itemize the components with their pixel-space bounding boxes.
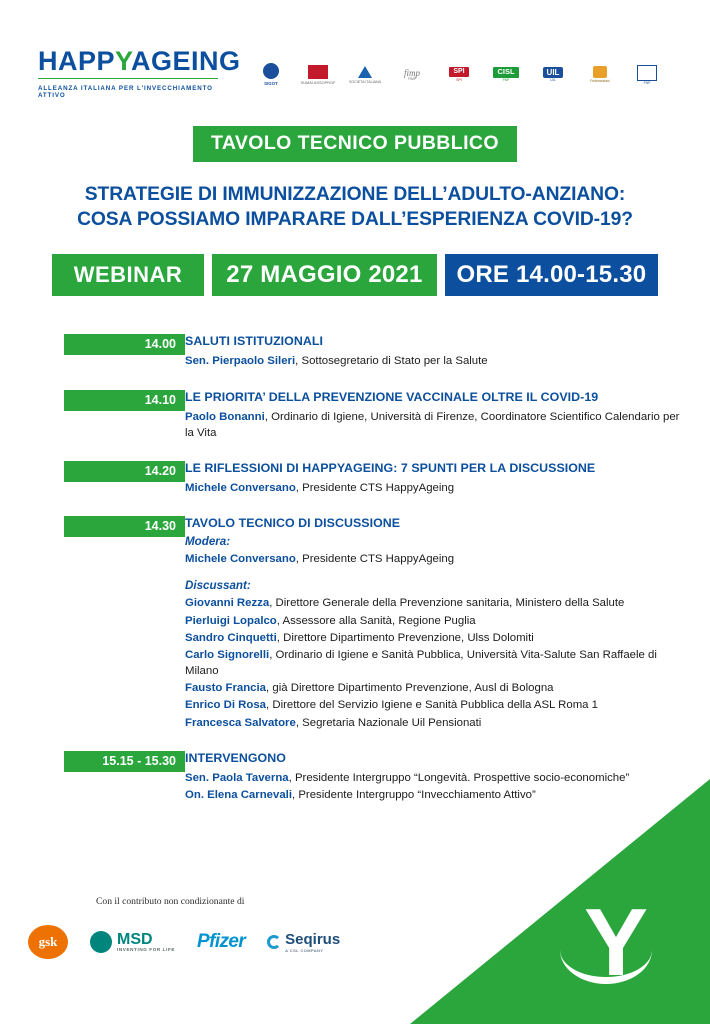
msd-mark-icon [90,931,112,953]
logo-text-part1: HAPP [38,46,116,76]
partner-logos [252,58,666,92]
agenda-row [0,390,710,442]
fnp-label: FNP [643,80,651,85]
msd-logo [90,925,175,959]
fimp-mark-icon: fimp [403,67,420,78]
agenda-item-title: LE RIFLESSIONI DI HAPPYAGEING: 7 SPUNTI PER LA DISCUSSIONE [185,460,596,475]
cgil-label: SPI [456,78,462,83]
agenda-body [185,461,710,497]
logo-text-y: Y [115,46,132,76]
sigot-logo [252,58,290,92]
agenda-time-col [0,516,185,732]
person-role: , Presidente Intergruppo “Longevità. Prospettive socio-economiche” [288,771,630,784]
page-title [44,183,666,232]
person-name: Paolo Bonanni [185,410,265,423]
logo-subtitle: ALLEANZA ITALIANA PER L'INVECCHIAMENTO ATTIVO [38,85,213,99]
agenda-time-chip: 14.10 [64,390,185,411]
corner-mark-y: Y [583,889,648,997]
cisl-label: FNP [502,77,510,82]
agenda-body [185,516,710,732]
cisl-pensionati-logo [487,58,525,92]
sponsor-note: Con il contributo non condizionante di [96,896,245,907]
fimp-logo [393,58,431,92]
pfizer-label: Pfizer [197,931,246,952]
fnp-mark-icon [637,65,657,81]
event-tag: TAVOLO TECNICO PUBBLICO [193,126,517,162]
person-name: Michele Conversano [185,481,296,494]
agenda-person [185,697,686,713]
uil-label: UIL [550,78,556,83]
person-role: , Direttore del Servizio Igiene e Sanità Pubblica della ASL Roma 1 [266,699,599,712]
person-name: Sen. Paola Taverna [185,771,289,784]
logo-wordmark [38,46,241,76]
person-role: , Assessore alla Sanità, Regione Puglia [276,614,476,627]
seqirus-label [285,931,340,953]
moderator-label: Modera: [185,535,231,549]
seqirus-logo [267,925,340,959]
sponsor-logos [28,925,340,959]
person-name: Sandro Cinquetti [185,631,277,644]
sumai-mark-icon [308,65,328,79]
page-title-line2: COSA POSSIAMO IMPARARE DALL’ESPERIENZA COVID-19? [77,208,633,230]
person-name: On. Elena Carnevali [185,789,292,801]
agenda-item-title: SALUTI ISTITUZIONALI [185,334,323,349]
sigot-label: SIGOT [264,81,278,87]
agenda-time-col [0,461,185,497]
event-tag-wrap [0,126,710,162]
sigot-mark-icon [263,63,279,79]
logo-divider [38,78,218,79]
person-name: Francesca Salvatore [185,716,296,729]
msd-tagline: INVENTING FOR LIFE [117,946,176,952]
spi-mark-icon: SPI [449,67,468,77]
person-name: Carlo Signorelli [185,648,270,661]
agenda-person [185,551,686,567]
fnp-logo [628,58,666,92]
agenda-time-col [0,390,185,442]
societa-mark-icon [358,66,372,78]
agenda-person [185,680,686,696]
seqirus-mark-icon [267,935,281,949]
sumai-logo [299,58,337,92]
agenda-item-title: TAVOLO TECNICO DI DISCUSSIONE [185,516,401,531]
person-role: , Presidente Intergruppo “Invecchiamento Attivo” [292,789,536,801]
gsk-label: gsk [28,925,68,959]
happyageing-logo [38,46,241,99]
agenda-person [185,353,686,369]
federanziani-label: Federanziani [590,79,610,84]
badge-time: ORE 14.00-15.30 [445,254,659,296]
agenda-item-title: LE PRIORITA’ DELLA PREVENZIONE VACCINALE OLTRE IL COVID-19 [185,389,599,404]
cgil-spi-logo [440,58,478,92]
agenda-time-chip: 14.20 [64,461,185,482]
agenda-person [185,595,686,611]
discussant-label: Discussant: [185,579,251,593]
agenda-person [185,647,686,679]
fimp-label: FIMP [407,77,417,82]
person-role: , Direttore Dipartimento Prevenzione, Ulss Dolomiti [276,631,534,644]
agenda-row [0,461,710,497]
cisl-mark-icon: CISL [493,67,518,78]
person-name: Sen. Pierpaolo Sileri [185,355,296,368]
agenda-person [185,613,686,629]
person-role: , Ordinario di Igiene e Sanità Pubblica, Università Vita-Salute San Raffaele di Milano [185,648,657,678]
person-role: , Sottosegretario di Stato per la Salute [295,355,488,368]
person-name: Michele Conversano [185,553,296,566]
poster-header [0,0,710,110]
agenda-row [0,334,710,370]
person-role: , Presidente CTS HappyAgeing [295,553,455,566]
pfizer-logo [197,925,245,959]
msd-label [117,932,175,953]
societa-italiana-logo [346,58,384,92]
person-role: , Ordinario di Igiene, Università di Firenze, Coordinatore Scientifico Calendario per la Vita [185,410,680,439]
person-name: Giovanni Rezza [185,597,270,610]
agenda-item-title: INTERVENGONO [185,750,286,765]
agenda-time-chip: 15.15 - 15.30 [64,751,185,772]
agenda-time-col [0,334,185,370]
badge-webinar: WEBINAR [52,254,205,296]
agenda-time-col [0,751,185,804]
page-title-line1: STRATEGIE DI IMMUNIZZAZIONE DELL’ADULTO-ANZIANO: [84,184,626,205]
agenda-person [185,480,686,496]
sumai-label: SUMAI ASSOPROF [300,79,336,85]
person-name: Enrico Di Rosa [185,699,267,712]
person-name: Pierluigi Lopalco [185,614,277,627]
seqirus-tagline: A CSL COMPANY [285,948,324,953]
uil-mark-icon: UIL [543,67,564,78]
person-role: , già Direttore Dipartimento Prevenzione, Ausl di Bologna [266,682,554,695]
event-meta-bar [0,254,710,296]
logo-text-part2: AGEING [131,46,241,76]
agenda-person [185,715,686,731]
person-role: , Direttore Generale della Prevenzione sanitaria, Ministero della Salute [269,597,625,610]
agenda-list [0,334,710,804]
agenda-time-chip: 14.30 [64,516,185,537]
federanziani-logo [581,58,619,92]
msd-label-text: MSD [117,930,153,948]
corner-decoration [410,779,710,1024]
corner-shape-icon [410,779,710,1024]
person-role: , Segretaria Nazionale Uil Pensionati [295,716,482,729]
federanziani-mark-icon [593,66,607,78]
seqirus-label-text: Seqirus [285,931,341,948]
agenda-time-chip: 14.00 [64,334,185,355]
agenda-person [185,409,686,441]
person-role: , Presidente CTS HappyAgeing [295,481,455,494]
uil-pensionati-logo [534,58,572,92]
agenda-body [185,390,710,442]
badge-date: 27 MAGGIO 2021 [212,254,436,296]
agenda-person [185,630,686,646]
agenda-row [0,516,710,732]
gsk-logo [28,925,68,959]
societa-label: SOCIETA ITALIANA [348,79,382,84]
agenda-body [185,334,710,370]
person-name: Fausto Francia [185,682,267,695]
